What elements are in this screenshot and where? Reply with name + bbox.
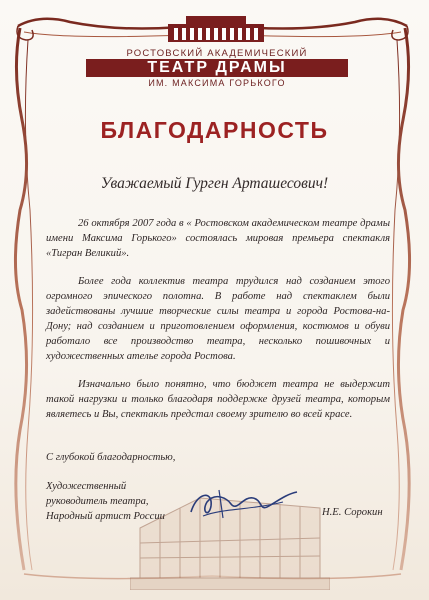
position-line: Народный артист России: [46, 511, 165, 522]
position-line: руководитель театра,: [46, 496, 149, 507]
position-line: Художественный: [46, 481, 127, 492]
logo-line-1: РОСТОВСКИЙ АКАДЕМИЧЕСКИЙ: [126, 48, 308, 59]
signatory-position: [46, 479, 196, 524]
closing-line: С глубокой благодарностью,: [46, 452, 176, 463]
paragraph: Изначально было понятно, что бюджет театра не выдержит такой нагрузки и только благодаря поддержке друзей театра, которым являетесь и Вы, спектакль предстал своему зрителю во всей красе.: [46, 379, 390, 420]
theater-building-icon: [168, 14, 264, 42]
letter-body: [46, 216, 390, 435]
greeting: Уважаемый Гурген Арташесович!: [100, 175, 329, 192]
handwritten-signature: [183, 478, 303, 528]
logo-line-2: ТЕАТР ДРАМЫ: [147, 59, 287, 76]
theater-logo: [86, 14, 348, 88]
paragraph: 26 октября 2007 года в « Ростовском академическом театре драмы имени Максима Горького» состоялась мировая премьера спектакля «Тигран Великий».: [46, 218, 390, 259]
signatory-name: Н.Е. Сорокин: [322, 507, 383, 518]
document-title: БЛАГОДАРНОСТЬ: [100, 117, 329, 143]
paragraph: Более года коллектив театра трудился над созданием этого огромного эпического полотна. В работе над спектаклем были задействованы лучшие творческие силы театра и города Ростова-на-Дону; над созданием и приготовлением оформления, костюмов и обуви работало все производство театра, несколько пошивочных и художественных ателье города Ростова.: [46, 276, 390, 362]
logo-line-3: ИМ. МАКСИМА ГОРЬКОГО: [148, 78, 286, 88]
